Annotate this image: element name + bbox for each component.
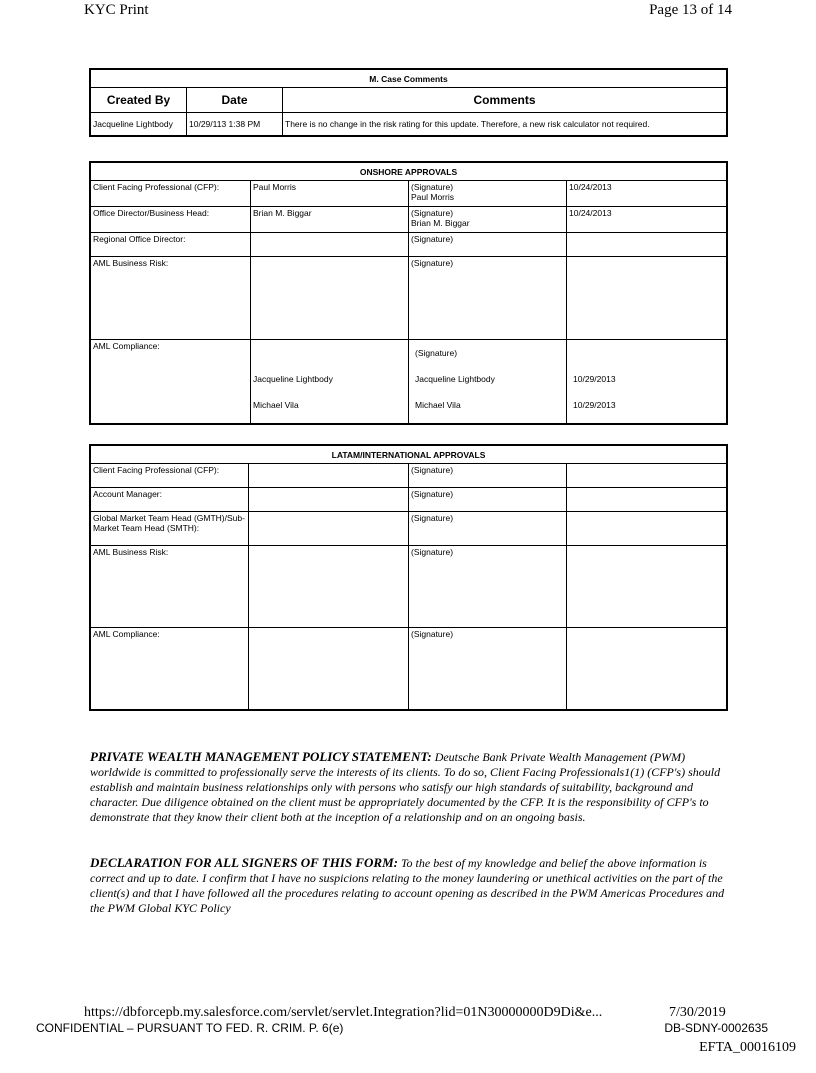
approver-name-list [251, 340, 409, 424]
approver-name [249, 464, 409, 488]
table-row [91, 207, 727, 233]
approval-date [567, 628, 727, 710]
signature-name: Brian M. Biggar [411, 218, 470, 228]
column-header-comments: Comments [283, 88, 727, 113]
signature-cell [409, 181, 567, 207]
approval-role-label: Client Facing Professional (CFP): [91, 464, 249, 488]
table-row [91, 113, 727, 136]
policy-statement-body: Deutsche Bank Private Wealth Management (PWM) worldwide is committed to professionally serve the interests of its clients. To do so, Client Facing Professionals1(1) (CFP's) should establish and maintain business relationships only with persons who satisfy our high standards of suitability, background and character. Due diligence obtained on the client must be appropriately documented by the CFP. It is the responsibility of CFP's to demonstrate that they know their client both at the inception of a relationship and on an ongoing basis. [90, 750, 721, 824]
approver-name [251, 257, 409, 340]
table-row [91, 512, 727, 546]
approver-name [249, 546, 409, 628]
confidential-notice: CONFIDENTIAL – PURSUANT TO FED. R. CRIM. P. 6(e) [36, 1021, 344, 1035]
approval-role-label: AML Business Risk: [91, 257, 251, 340]
signature-label: (Signature) [409, 233, 567, 257]
approval-date: 10/29/2013 [573, 374, 616, 384]
case-comments-title: M. Case Comments [91, 70, 727, 88]
signature-label: (Signature) [409, 628, 567, 710]
approver-name: Brian M. Biggar [251, 207, 409, 233]
table-row [91, 233, 727, 257]
table-row [91, 181, 727, 207]
declaration-heading: DECLARATION FOR ALL SIGNERS OF THIS FORM: [90, 855, 398, 870]
comment-created-by: Jacqueline Lightbody [91, 113, 187, 136]
signature-label: (Signature) [415, 348, 458, 358]
table-row [91, 546, 727, 628]
approval-role-label: AML Compliance: [91, 340, 251, 424]
declaration [90, 855, 736, 916]
approval-role-label: Global Market Team Head (GMTH)/Sub-Market Team Head (SMTH): [91, 512, 249, 546]
approval-role-label: AML Business Risk: [91, 546, 249, 628]
signature-label: (Signature) [409, 257, 567, 340]
table-row [91, 257, 727, 340]
latam-approvals-title: LATAM/INTERNATIONAL APPROVALS [91, 446, 727, 464]
signature-name: Jacqueline Lightbody [415, 374, 495, 384]
signature-name: Paul Morris [411, 192, 454, 202]
table-row [91, 628, 727, 710]
approval-date-list [567, 340, 727, 424]
comment-text: There is no change in the risk rating for this update. Therefore, a new risk calculator not required. [283, 113, 727, 136]
table-row [91, 340, 727, 424]
signature-label: (Signature) [409, 464, 567, 488]
approval-date [567, 546, 727, 628]
approver-name [249, 628, 409, 710]
approval-date [567, 233, 727, 257]
declaration-body: To the best of my knowledge and belief the above information is correct and up to date. I confirm that I have no suspicions relating to the money laundering or unethical activities on the part of the client(s) and that I have followed all the procedures relating to account opening as described in the PWM Americas Procedures and the PWM Global KYC Policy [90, 856, 725, 915]
approver-name: Michael Vila [253, 400, 299, 410]
approval-role-label: Account Manager: [91, 488, 249, 512]
onshore-approvals-table [90, 162, 727, 424]
signature-cell [409, 340, 567, 424]
signature-label: (Signature) [411, 182, 454, 192]
signature-label: (Signature) [409, 488, 567, 512]
approval-role-label: Client Facing Professional (CFP): [91, 181, 251, 207]
efta-number: EFTA_00016109 [699, 1040, 796, 1055]
latam-approvals-table [90, 445, 727, 710]
comment-date: 10/29/113 1:38 PM [187, 113, 283, 136]
approval-role-label: Regional Office Director: [91, 233, 251, 257]
onshore-approvals-title: ONSHORE APPROVALS [91, 163, 727, 181]
approval-date: 10/24/2013 [567, 181, 727, 207]
approver-name [249, 488, 409, 512]
page-number: Page 13 of 14 [649, 2, 732, 18]
policy-statement [90, 749, 736, 825]
approval-date: 10/29/2013 [573, 400, 616, 410]
policy-statement-heading: PRIVATE WEALTH MANAGEMENT POLICY STATEMENT: [90, 749, 432, 764]
table-row [91, 488, 727, 512]
column-header-created-by: Created By [91, 88, 187, 113]
approval-role-label: Office Director/Business Head: [91, 207, 251, 233]
approval-date [567, 464, 727, 488]
page-header-title: KYC Print [84, 2, 149, 18]
approval-role-label: AML Compliance: [91, 628, 249, 710]
column-header-date: Date [187, 88, 283, 113]
approval-date [567, 488, 727, 512]
approval-date [567, 512, 727, 546]
footer-url: https://dbforcepb.my.salesforce.com/servlet/servlet.Integration?lid=01N30000000D9Di&e... [84, 1005, 603, 1020]
signature-name: Michael Vila [415, 400, 461, 410]
signature-label: (Signature) [409, 546, 567, 628]
approver-name: Jacqueline Lightbody [253, 374, 333, 384]
case-comments-table [90, 69, 727, 136]
bates-number: DB-SDNY-0002635 [664, 1021, 768, 1035]
approval-date [567, 257, 727, 340]
approval-date: 10/24/2013 [567, 207, 727, 233]
table-row [91, 464, 727, 488]
signature-cell [409, 207, 567, 233]
footer-date: 7/30/2019 [669, 1005, 726, 1020]
signature-label: (Signature) [409, 512, 567, 546]
approver-name: Paul Morris [251, 181, 409, 207]
approver-name [249, 512, 409, 546]
signature-label: (Signature) [411, 208, 454, 218]
approver-name [251, 233, 409, 257]
